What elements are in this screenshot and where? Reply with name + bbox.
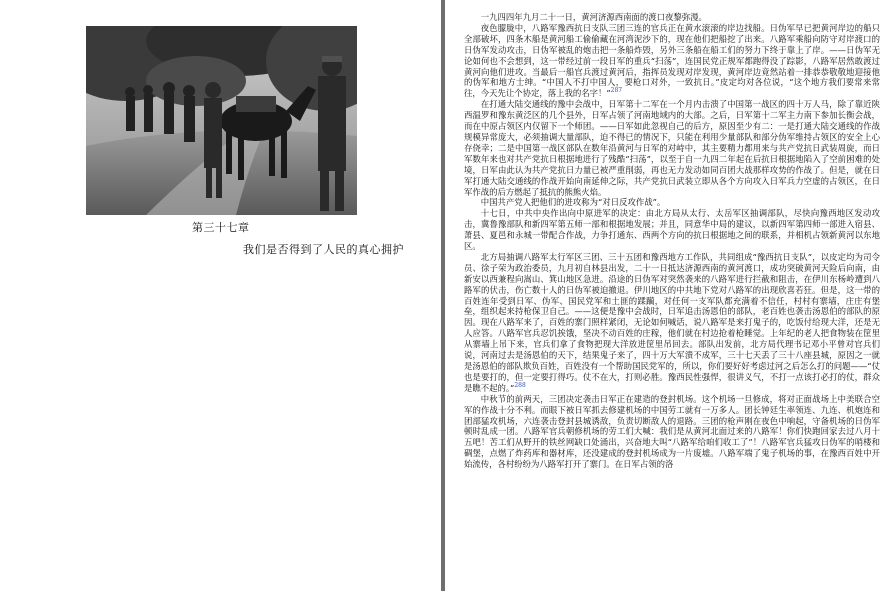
right-page [445, 0, 895, 591]
footnote-link[interactable]: 287 [610, 87, 623, 95]
paragraph: 北方局抽调八路军太行军区三团、三十五团和豫西地方工作队，共同组成“豫西抗日支队”，以皮定均为司令员、徐子荣为政治委员，九月初自林县出发，二十一日抵达济源西南的黄河渡口，成功突破黄河天险后向南，由新安以西兼程向嵩山、箕山地区急进。沿途的日伪军对突然袭来的八路军进行拦截和阻击，在伊川东杨岭遭到八路军的伏击，伤亡数十人的日伪军被迫撤退。伊川地区的中共地下党对八路军的出现欣喜若狂。但是，这一带的百姓连年受到日军、伪军、国民党军和土匪的蹂躏，对任何一支军队都充满着不信任，村村有寨墙，庄庄有堡垒，组织起来持枪保卫自己。——这便是豫中会战时，日军追击汤恩伯的部队，老百姓也袭击汤恩伯的部队的原因。现在八路军来了，百姓的寨门照样紧闭，无论如何喊话，说八路军是来打鬼子的，吃饭付给现大洋，还是无人应答。八路军官兵忍饥挨饿，坚决不动百姓的庄稼，他们就在村边抢着枪睡觉。上年纪的老人把食物装在筐里从寨墙上吊下来，官兵们拿了食物把现大洋放进筐里吊回去。部队出发前，北方局代理书记邓小平曾对官兵们说，河南过去是汤恩伯的天下，结果鬼子来了，四十万大军溃不成军，三十七天丢了三十八座县城，原因之一就是汤恩伯的部队欺负百姓，百姓没有一个帮助国民党军的，所以，你们要好好考虑过河之后怎么打的问题——“仗也是要打的，但一定要打得巧。仗不在大，打则必胜。豫西民性强悍，很讲义气，不打一点该打必打的仗，群众是瞧不起的。”$^{288}$ [464, 251, 880, 393]
soldiers-and-pack-animal-illustration [86, 26, 357, 215]
paragraph: 中秋节的前两天，三团决定袭击日军正在建造的登封机场。这个机场一旦修成，将对正面战场上中美联合空军的作战十分不利。而眼下被日军抓去修建机场的中国劳工就有一万多人。团长钟廷生率领连、九连、机炮连和团部猛攻机场，六连袭击登封县城诱敌，负责切断敌人的退路。三团的枪声刚在夜色中响起，守备机场的日伪军顿时乱成一团。八路军官兵朝修机场的劳工们大喊：我们是从黄河北面过来的八路军！你们快跑回家去过八月十五吧！苦工们从野开的铁丝网缺口处涌出，兴奋地大叫“八路军给咱们收工了”！八路军官兵猛攻日伪军的哨楼和碉堡，点燃了炸药库和器材库，还没建成的登封机场成为一片废墟。八路军端了鬼子机场的事，在豫西百姓中开始流传，各村纷纷为八路军打开了寨门。在日军占领的洛 [464, 393, 880, 470]
chapter-title: 我们是否得到了人民的真心拥护 [243, 243, 404, 256]
paragraph: 一九四四年九月二十一日，黄河济源西南面的渡口夜黎弥漫。 [480, 12, 707, 22]
paragraph: 十七日，中共中央作出向中原进军的决定：由北方局从太行、太岳军区抽调部队，尽快向豫西地区发动攻击，冀鲁豫部队和新四军第五师一部和根据地发展；并且，同意华中局的建议，以新四军第四师一部进入宿县、萧县、夏邑和永城一带配合作战，力争打通东、西两个方向的抗日根据地之间的联系，并相机占领新黄河以东地区。 [464, 208, 880, 252]
body-text [464, 12, 880, 470]
chapter-number: 第三十七章 [192, 221, 250, 234]
left-page [0, 0, 441, 591]
paragraph: 夜色朦胧中，八路军豫西抗日支队三团三连的官兵正在黄水滚滚的岸边找船。日伪军早已把黄河岸边的船只全部破坏，四条木船是黄河船工偷偷藏在河湾泥沙下的，现在他们把船挖了出来。八路军乘船向防守对岸渡口的日伪军发动攻击，日伪军被乱的炮击把一条船炸毁，另外三条船在船工们的努力下终于靠上了岸。——日伪军无论如何也不会想到，这一带经过前一段日军的重兵“扫荡”，连国民党正规军都跑得没了踪影，八路军居然敢渡过黄河向他们进攻。当最后一船官兵渡过黄河后，指挥员发现对岸发现，黄河岸边竟然站着一排恭恭敬敬地迎接他的伪军和地方士绅。“中国人不打中国人，要枪口对外，一致抗日。”皮定均对各位说，“这个地方我们要常来常往，今天先让个协定，落上我的名字！”$^{287}$ [464, 22, 880, 99]
paragraph: 在打通大陆交通线的豫中会战中，日军第十二军在一个月内击溃了中国第一战区的四十万人马，除了靠近陕西温罗和豫东黄泛区的几个县外，日军占领了河南地域内的大部。之后，日军第十二军主力南下参加长衡会战，而在中原占领区内仅留下一个师团。——日军如此忽视自己的后方，原因至少有二：一是打通大陆交通线的作战规模异常庞大，必须抽调大量部队，迫不得已的情况下，只能在利用少量部队和部分伪军维持占领区的安全上心存侥幸；二是中国第一战区部队在数年沿黄河与日军的对峙中，其主要精力都用来与共产党抗日武装周旋，而日军数年来也对共产党抗日根据地进行了残酷“扫荡”，以至于自一九四二年起在后抗日根据地陷入了空前困难的处境，日军由此认为共产党抗日力量已被严重削弱，再也无力发动如同百团大战那样攻势的作战了。但是，就在日军打通大陆交通线的作战开始向南延伸之际，共产党抗日武装立即从各个方向攻入日军兵力空虚的占领区，在日军作战的后方燃起了抵抗的熊熊火焰。 [464, 99, 880, 197]
footnote-link[interactable]: 288 [514, 382, 526, 390]
paragraph: 中国共产党人把他们的进攻称为“对日反攻作战”。 [480, 197, 666, 208]
historical-photo [86, 26, 357, 215]
